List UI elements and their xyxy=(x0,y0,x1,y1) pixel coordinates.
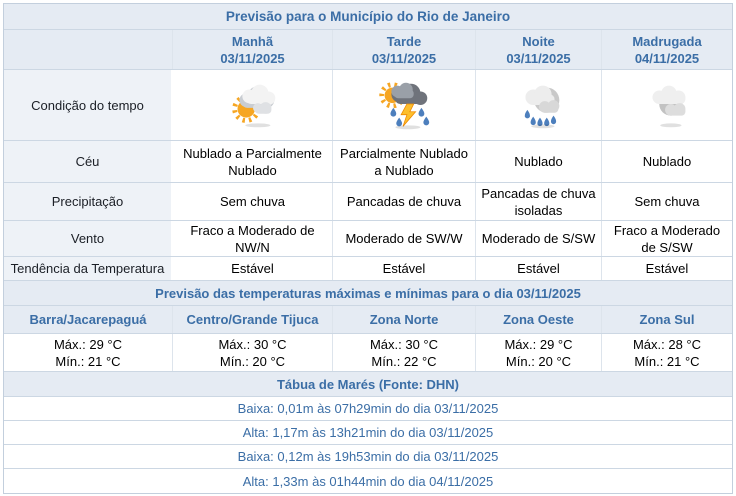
zone-header-sul: Zona Sul xyxy=(602,306,732,333)
row-label-wind: Vento xyxy=(4,221,173,256)
period-header-madrugada xyxy=(602,30,732,69)
max-temp: Máx.: 30 °C xyxy=(218,336,287,352)
forecast-table xyxy=(3,3,733,494)
min-temp: Mín.: 20 °C xyxy=(505,353,572,369)
zone-header-centro: Centro/Grande Tijuca xyxy=(173,306,333,333)
period-header-row xyxy=(4,30,732,70)
page-title: Previsão para o Município do Rio de Janeiro xyxy=(4,4,732,29)
row-label-precipitation: Precipitação xyxy=(4,183,173,220)
precipitation-value-madrugada: Sem chuva xyxy=(602,183,732,220)
row-condition xyxy=(4,70,732,141)
max-temp: Máx.: 29 °C xyxy=(53,336,123,352)
condition-cell-noite xyxy=(476,70,602,140)
sky-value-madrugada: Nublado xyxy=(602,141,732,182)
max-temp: Máx.: 30 °C xyxy=(369,336,439,352)
tide-row-3 xyxy=(4,445,732,469)
temp-trend-value-tarde: Estável xyxy=(333,257,476,280)
period-header-tarde xyxy=(333,30,476,69)
precipitation-value-manha: Sem chuva xyxy=(173,183,333,220)
zone-header-oeste: Zona Oeste xyxy=(476,306,602,333)
zone-header-row xyxy=(4,306,732,334)
temp-trend-value-madrugada: Estável xyxy=(602,257,732,280)
temperatures-title-row xyxy=(4,281,732,306)
sky-value-tarde: Parcialmente Nublado a Nublado xyxy=(333,141,476,182)
period-header-manha xyxy=(173,30,333,69)
period-date: 03/11/2025 xyxy=(371,50,437,66)
period-label: Manhã xyxy=(231,33,274,49)
tides-title-row xyxy=(4,372,732,397)
wind-value-tarde: Moderado de SW/W xyxy=(333,221,476,256)
table-title-row xyxy=(4,4,732,30)
zone-temps-oeste xyxy=(476,334,602,371)
period-date: 04/11/2025 xyxy=(634,50,700,66)
zone-temps-sul xyxy=(602,334,732,371)
zone-header-norte: Zona Norte xyxy=(333,306,476,333)
max-temp: Máx.: 28 °C xyxy=(632,336,702,352)
row-label-sky: Céu xyxy=(4,141,173,182)
tide-row-1 xyxy=(4,397,732,421)
condition-cell-madrugada xyxy=(602,70,732,140)
zone-temps-norte xyxy=(333,334,476,371)
zone-values-row xyxy=(4,334,732,372)
tides-title: Tábua de Marés (Fonte: DHN) xyxy=(4,372,732,396)
wind-value-noite: Moderado de S/SW xyxy=(476,221,602,256)
min-temp: Mín.: 21 °C xyxy=(634,353,700,369)
tide-entry: Alta: 1,17m às 13h21min do dia 03/11/2025 xyxy=(4,421,732,444)
condition-cell-tarde xyxy=(333,70,476,140)
cloudy-icon xyxy=(636,71,698,139)
tide-entry: Baixa: 0,12m às 19h53min do dia 03/11/2025 xyxy=(4,445,732,468)
zone-temps-barra xyxy=(4,334,173,371)
period-label: Madrugada xyxy=(632,33,702,49)
precipitation-value-tarde: Pancadas de chuva xyxy=(333,183,476,220)
cloud-rain-icon xyxy=(508,71,570,139)
tide-entry: Alta: 1,33m às 01h44min do dia 04/11/2025 xyxy=(4,469,732,493)
row-sky xyxy=(4,141,732,183)
precipitation-value-noite: Pancadas de chuva isoladas xyxy=(476,183,602,220)
row-temp-trend xyxy=(4,257,732,281)
zone-temps-centro xyxy=(173,334,333,371)
period-label: Noite xyxy=(522,33,555,49)
wind-value-manha: Fraco a Moderado de NW/N xyxy=(173,221,333,256)
sun-storm-rain-lightning-icon xyxy=(373,71,435,139)
row-label-condition: Condição do tempo xyxy=(4,70,173,140)
row-wind xyxy=(4,221,732,257)
condition-cell-manha xyxy=(173,70,333,140)
period-date: 03/11/2025 xyxy=(220,50,285,66)
corner-cell xyxy=(4,30,173,69)
sky-value-manha: Nublado a Parcialmente Nublado xyxy=(173,141,333,182)
row-label-temp-trend: Tendência da Temperatura xyxy=(4,257,173,280)
sky-value-noite: Nublado xyxy=(476,141,602,182)
min-temp: Mín.: 21 °C xyxy=(55,353,121,369)
min-temp: Mín.: 22 °C xyxy=(371,353,437,369)
period-header-noite xyxy=(476,30,602,69)
temp-trend-value-noite: Estável xyxy=(476,257,602,280)
tide-entry: Baixa: 0,01m às 07h29min do dia 03/11/2025 xyxy=(4,397,732,420)
max-temp: Máx.: 29 °C xyxy=(504,336,573,352)
wind-value-madrugada: Fraco a Moderado de S/SW xyxy=(602,221,732,256)
min-temp: Mín.: 20 °C xyxy=(219,353,286,369)
period-date: 03/11/2025 xyxy=(506,50,571,66)
temp-trend-value-manha: Estável xyxy=(173,257,333,280)
period-label: Tarde xyxy=(386,33,422,49)
sun-behind-clouds-icon xyxy=(222,71,284,139)
tide-row-2 xyxy=(4,421,732,445)
temperatures-title: Previsão das temperaturas máximas e mínimas para o dia 03/11/2025 xyxy=(4,281,732,305)
zone-header-barra: Barra/Jacarepaguá xyxy=(4,306,173,333)
row-precipitation xyxy=(4,183,732,221)
tide-row-4 xyxy=(4,469,732,493)
